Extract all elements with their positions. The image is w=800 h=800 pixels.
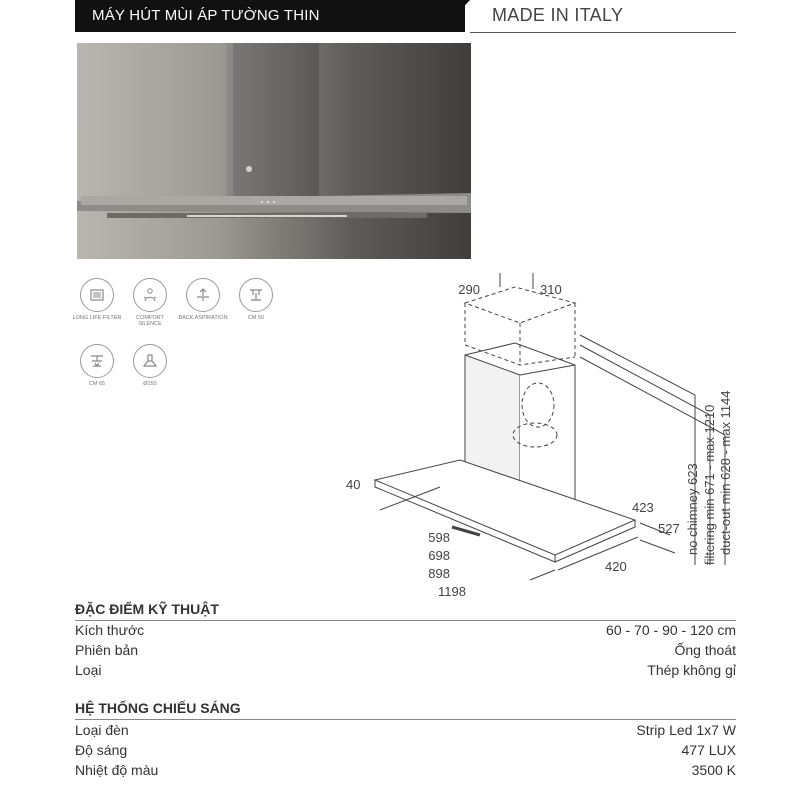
header-rule	[470, 32, 736, 33]
dim-side-b: 527	[658, 521, 680, 536]
lighting-label: Nhiệt độ màu	[75, 762, 159, 778]
header-bar-angle	[440, 0, 470, 32]
dim-top-right: 310	[540, 282, 562, 297]
dim-width-2: 698	[428, 548, 450, 563]
spec-value: Thép không gỉ	[647, 662, 736, 678]
spec-label: Kích thước	[75, 622, 145, 638]
lighting-value: 3500 K	[691, 762, 736, 778]
lighting-row	[75, 722, 736, 742]
feature-back-aspiration: BACK ASPIRATION	[178, 278, 228, 321]
dim-top-left: 290	[458, 282, 480, 297]
dim-width-4: 1198	[438, 584, 466, 599]
back-aspiration-icon	[186, 278, 220, 312]
feature-duct-150: Ø150	[125, 344, 175, 387]
lighting-row	[75, 742, 736, 762]
spec-label: Phiên bản	[75, 642, 139, 658]
lighting-title: HỆ THỐNG CHIẾU SÁNG	[75, 700, 241, 716]
dim-width-3: 898	[428, 566, 450, 581]
long-life-filter-icon	[80, 278, 114, 312]
dim-depth: 420	[605, 559, 627, 574]
spec-row	[75, 662, 736, 682]
lighting-label: Loại đèn	[75, 722, 129, 738]
specs-title: ĐẶC ĐIỂM KỸ THUẬT	[75, 601, 219, 617]
dim-side-a: 423	[632, 500, 654, 515]
spec-label: Loại	[75, 662, 102, 678]
specs-rule	[75, 620, 736, 621]
product-photo	[77, 43, 471, 259]
dim-vert-1: no chimney 623	[685, 463, 700, 555]
duct-150-icon	[133, 344, 167, 378]
comfort-silence-icon	[133, 278, 167, 312]
feature-long-life-filter: LONG LIFE FILTER	[72, 278, 122, 321]
dim-vert-2: filtering min 671 - max 1210	[702, 404, 717, 565]
dimension-diagram	[340, 265, 740, 605]
lighting-row	[75, 762, 736, 782]
spec-value: 60 - 70 - 90 - 120 cm	[606, 622, 736, 638]
product-title: MÁY HÚT MÙI ÁP TƯỜNG THIN	[92, 7, 320, 24]
feature-comfort-silence: COMFORT SILENCE	[125, 278, 175, 327]
lighting-value: Strip Led 1x7 W	[636, 722, 736, 738]
spec-row	[75, 642, 736, 662]
spec-row	[75, 622, 736, 642]
lighting-label: Độ sáng	[75, 742, 128, 758]
cm65-icon	[80, 344, 114, 378]
dim-glass: 40	[346, 477, 361, 492]
origin-label: MADE IN ITALY	[492, 5, 624, 25]
spec-value: Ống thoát	[674, 642, 736, 658]
lighting-rule	[75, 719, 736, 720]
lighting-value: 477 LUX	[681, 742, 736, 758]
dim-width-1: 598	[428, 530, 450, 545]
cm50-icon	[239, 278, 273, 312]
feature-cm50: CM 50	[231, 278, 281, 321]
feature-icons	[72, 278, 272, 398]
dim-vert-3: duct-out min 628 - max 1144	[718, 390, 733, 555]
feature-cm65: CM 65	[72, 344, 122, 387]
